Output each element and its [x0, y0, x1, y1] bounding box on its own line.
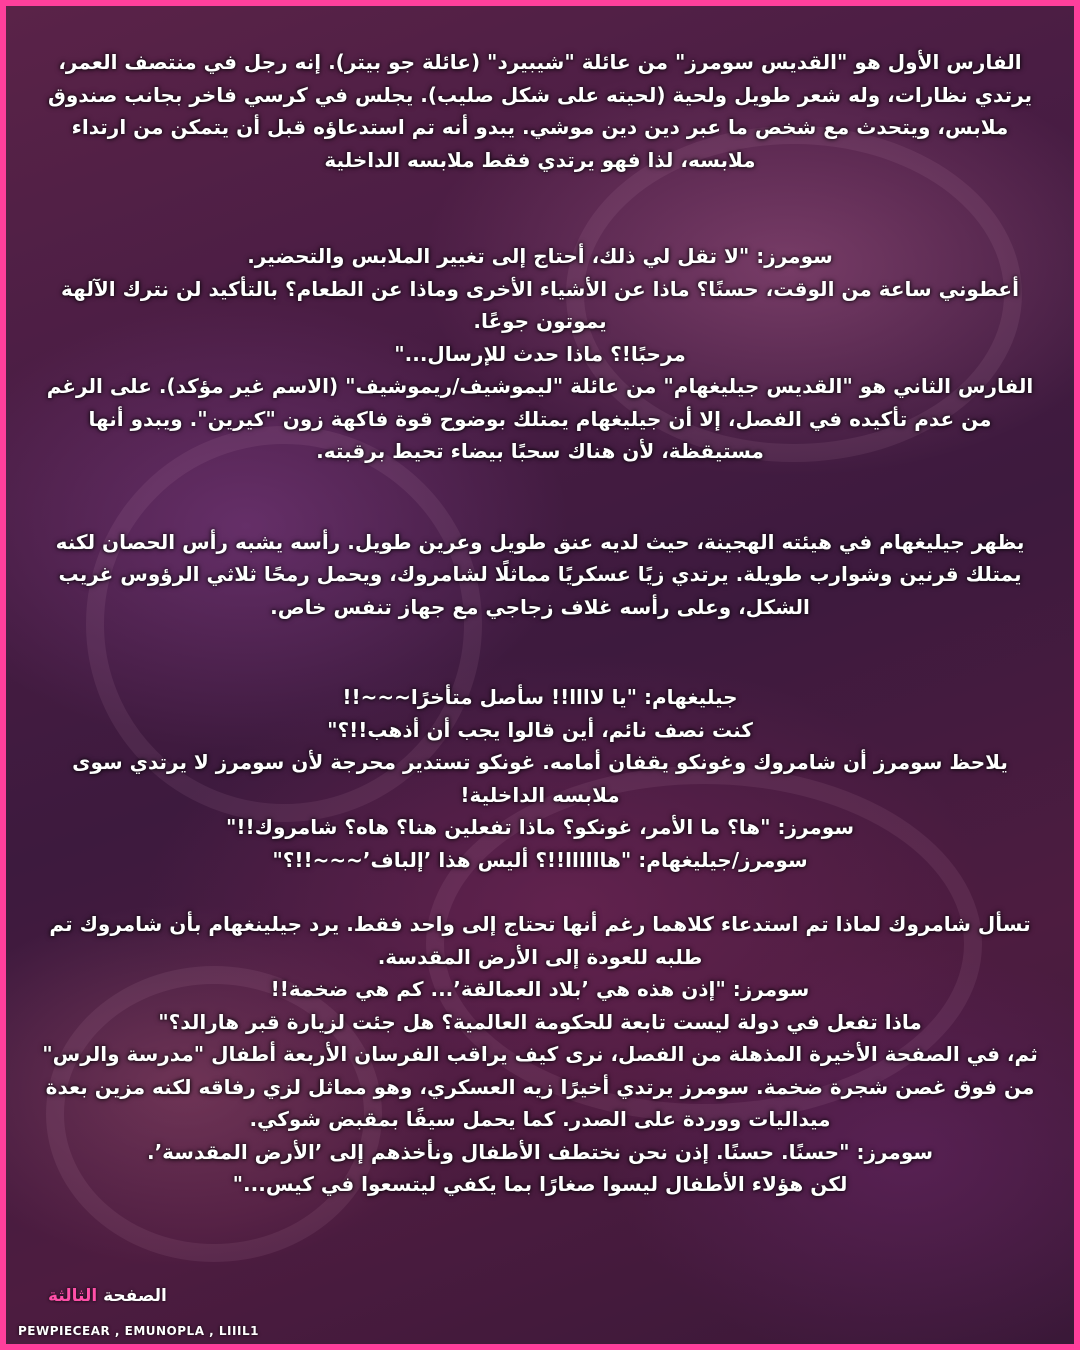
article-body — [36, 46, 1044, 1201]
paragraph-final-page: ثم، في الصفحة الأخيرة المذهلة من الفصل، نرى كيف يراقب الفرسان الأربعة أطفال "مدرسة والرس" من فوق غصن شجرة ضخمة. سومرز يرتدي أخيرًا زيه العسكري، وهو مماثل لزي رفاقه لكنه مزين بعدة ميداليات ووردة على الصدر. كما يحمل سيفًا بمقبض شوكي. — [42, 1042, 1038, 1131]
dialogue-line: سومرز: "لا تقل لي ذلك، أحتاج إلى تغيير الملابس والتحضير. — [247, 244, 833, 268]
dialogue-line: سومرز: "إذن هذه هي ’بلاد العمالقة’... كم هي ضخمة!! — [270, 977, 810, 1001]
paragraph-spacer — [36, 876, 1044, 908]
page-number-word: الثالثة — [48, 1286, 98, 1306]
dialogue-line: أعطوني ساعة من الوقت، حسنًا؟ ماذا عن الأشياء الأخرى وماذا عن الطعام؟ بالتأكيد لن نترك الآلهة يموتون جوعًا. — [61, 276, 1019, 333]
dialogue-line: سومرز: "ها؟ ما الأمر، غونكو؟ ماذا تفعلين هنا؟ هاه؟ شامروك!!" — [225, 815, 855, 839]
dialogue-line: سومرز/جيليغهام: "هاااااا!!؟ أليس هذا ’إلباف’~~~!!؟" — [272, 847, 808, 872]
paragraph-spacer — [36, 623, 1044, 681]
dialogue-line: مرحبًا!؟ ماذا حدث للإرسال..." — [394, 341, 686, 366]
paragraph-second-knight: الفارس الثاني هو "القديس جيليغهام" من عائلة "ليموشيف/ريموشيف" (الاسم غير مؤكد). على الرغم من عدم تأكيده في الفصل، إلا أن جيليغهام يمتلك بوضوح قوة فاكهة زون "كيرين". ويبدو أنها مستيقظة، لأن هناك سحبًا بيضاء تحيط برقبته. — [46, 374, 1034, 463]
paragraph-spacer — [36, 176, 1044, 240]
translator-credits: PEWPIECEAR , EMUNOPLA , LIIIL1 — [18, 1324, 259, 1338]
dialogue-line: سومرز: "حسنًا. حسنًا. إذن نحن نختطف الأطفال ونأخذهم إلى ’الأرض المقدسة’. — [146, 1139, 934, 1164]
narration-line: تسأل شامروك لماذا تم استدعاء كلاهما رغم أنها تحتاج إلى واحد فقط. يرد جيلينغهام بأن شامروك تم طلبه للعودة إلى الأرض المقدسة. — [49, 912, 1031, 969]
page-word: الصفحة — [103, 1286, 167, 1306]
narration-line: يلاحظ سومرز أن شامروك وغونكو يقفان أمامه. غونكو تستدير محرجة لأن سومرز لا يرتدي سوى ملابسه الداخلية! — [72, 750, 1008, 807]
paragraph-first-knight: الفارس الأول هو "القديس سومرز" من عائلة "شيبيرد" (عائلة جو بيتر). إنه رجل في منتصف العمر، يرتدي نظارات، وله شعر طويل ولحية (لحيته على شكل صليب). يجلس في كرسي فاخر بجانب صندوق ملابس، ويتحدث مع شخص ما عبر دين دين موشي. يبدو أنه تم استدعاؤه قبل أن يتمكن من ارتداء ملابسه، لذا فهو يرتدي فقط ملابسه الداخلية — [47, 50, 1033, 172]
dialogue-line: جيليغهام: "يا لاااا!! سأصل متأخرًا~~~!! — [342, 685, 738, 709]
paragraph-spacer — [36, 468, 1044, 526]
page-number-label — [48, 1286, 167, 1306]
dialogue-line: ماذا تفعل في دولة ليست تابعة للحكومة العالمية؟ هل جئت لزيارة قبر هارالد؟" — [158, 1009, 922, 1034]
paragraph-hybrid-form: يظهر جيليغهام في هيئته الهجينة، حيث لديه عنق طويل وعرين طويل. رأسه يشبه رأس الحصان لكنه يمتلك قرنين وشوارب طويلة. يرتدي زيًا عسكريًا مماثلًا لشامروك، ويحمل رمحًا ثلاثي الرؤوس غريب الشكل، وعلى رأسه غلاف زجاجي مع جهاز تنفس خاص. — [55, 529, 1025, 619]
dialogue-line: لكن هؤلاء الأطفال ليسوا صغارًا بما يكفي ليتسعوا في كيس..." — [232, 1172, 848, 1196]
dialogue-line: كنت نصف نائم، أين قالوا يجب أن أذهب!!؟" — [327, 717, 753, 742]
